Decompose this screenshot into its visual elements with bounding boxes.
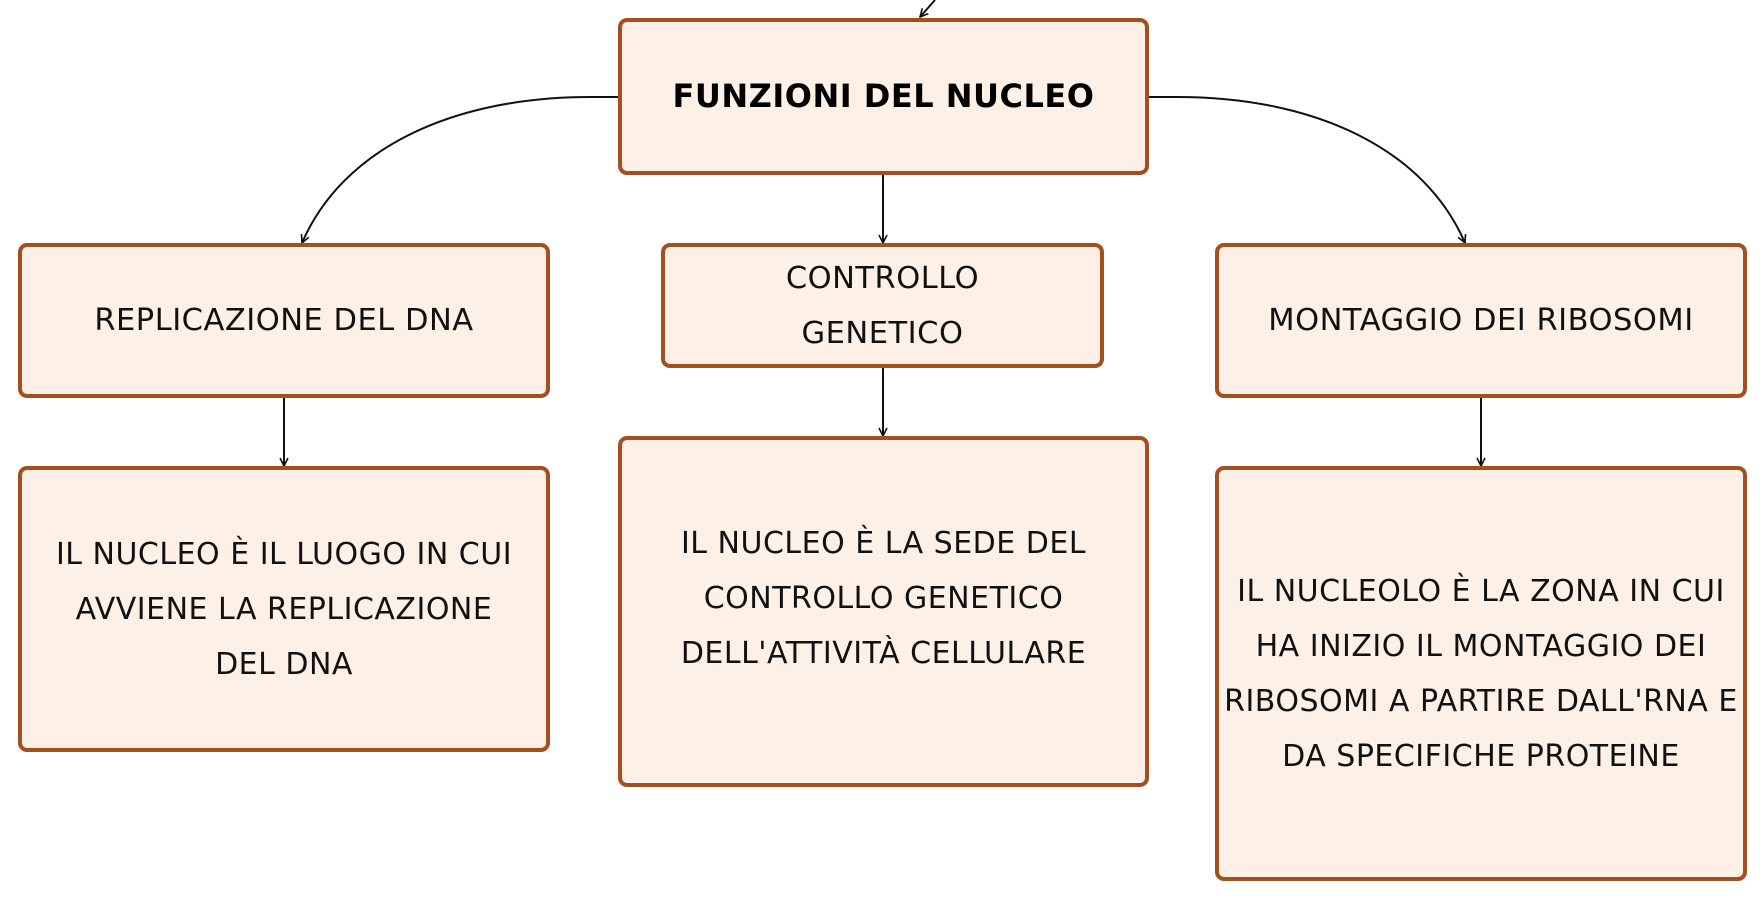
node-replicazione-del-dna-label: REPLICAZIONE DEL DNA [94,303,474,338]
connector-root-to-replicazione [302,97,618,243]
node-replicazione-del-dna[interactable] [18,243,550,398]
detail-replicazione-del-dna[interactable] [18,466,550,752]
connector-root-to-montaggio [1149,97,1465,243]
detail-montaggio-dei-ribosomi-text: IL NUCLEOLO È LA ZONA IN CUI HA INIZIO IL MONTAGGIO DEI RIBOSOMI A PARTIRE DALL'RNA E DA SPECIFICHE PROTEINE [1224,573,1738,774]
detail-replicazione-del-dna-text: IL NUCLEO È IL LUOGO IN CUI AVVIENE LA REPLICAZIONE DEL DNA [55,536,513,682]
root-node[interactable] [618,18,1149,175]
detail-controllo-genetico-text: IL NUCLEO È LA SEDE DEL CONTROLLO GENETICO DELL'ATTIVITÀ CELLULARE [680,526,1087,671]
incoming-connector [920,0,935,17]
node-montaggio-dei-ribosomi-label: MONTAGGIO DEI RIBOSOMI [1268,303,1694,338]
node-montaggio-dei-ribosomi[interactable] [1215,243,1747,398]
root-node-label: FUNZIONI DEL NUCLEO [672,77,1095,115]
node-controllo-genetico-label: CONTROLLO GENETICO [785,260,980,351]
detail-controllo-genetico[interactable] [618,436,1149,787]
node-controllo-genetico[interactable] [661,243,1104,368]
detail-montaggio-dei-ribosomi[interactable] [1215,466,1747,881]
